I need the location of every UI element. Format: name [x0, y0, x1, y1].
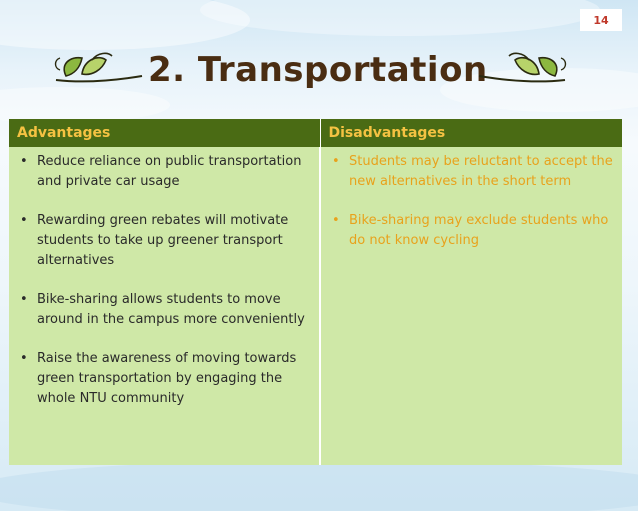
advantage-text: Reduce reliance on public transportation and private car usage: [37, 154, 302, 189]
advantages-cell: [9, 147, 320, 465]
disadvantages-cell: [320, 147, 622, 465]
list-item: [15, 152, 311, 192]
page-number: 14: [580, 9, 622, 31]
list-item: [15, 290, 311, 330]
advantage-text: Raise the awareness of moving towards green transportation by engaging the whole NTU community: [37, 351, 297, 406]
advantage-text: Rewarding green rebates will motivate students to take up greener transport alternatives: [37, 213, 289, 268]
page-title: 2. Transportation: [148, 50, 488, 90]
title-row: [0, 48, 638, 100]
disadvantages-list: [327, 152, 614, 251]
bullet-icon: •: [20, 154, 28, 169]
bullet-icon: •: [332, 154, 340, 169]
header-disadvantages: Disadvantages: [320, 119, 622, 147]
list-item: [327, 152, 614, 192]
leaf-ornament-icon: [477, 50, 569, 90]
bullet-icon: •: [332, 213, 340, 228]
advantages-list: [15, 152, 311, 409]
table-header-row: [9, 119, 622, 147]
table-row: [9, 147, 622, 465]
disadvantage-text: Students may be reluctant to accept the new alternatives in the short term: [349, 154, 613, 189]
bullet-icon: •: [20, 213, 28, 228]
leaf-ornament-icon: [52, 50, 144, 90]
list-item: [15, 349, 311, 409]
advantage-text: Bike-sharing allows students to move around in the campus more conveniently: [37, 292, 305, 327]
list-item: [15, 211, 311, 271]
bullet-icon: •: [20, 292, 28, 307]
header-advantages: Advantages: [9, 119, 320, 147]
advantages-disadvantages-table: [9, 119, 622, 465]
list-item: [327, 211, 614, 251]
bullet-icon: •: [20, 351, 28, 366]
disadvantage-text: Bike-sharing may exclude students who do not know cycling: [349, 213, 609, 248]
